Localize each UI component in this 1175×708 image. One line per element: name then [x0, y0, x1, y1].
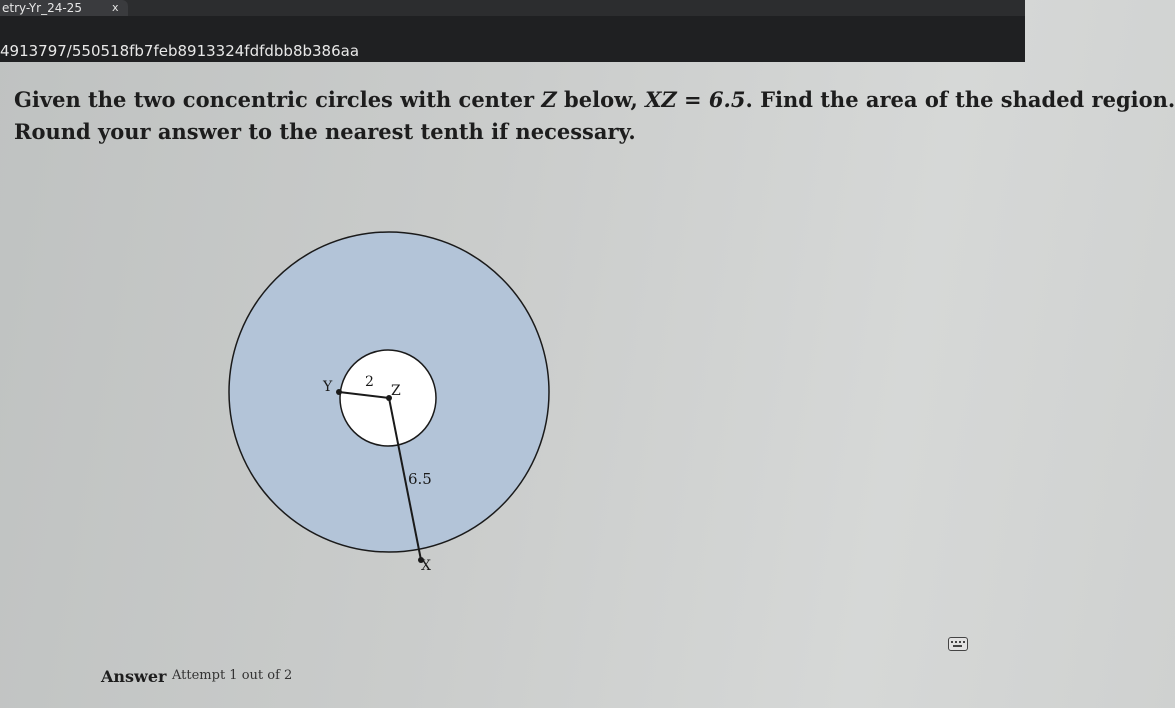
label-y: Y: [323, 379, 333, 395]
center-variable: Z: [541, 87, 557, 112]
tab-title: etry-Yr_24-25: [2, 1, 82, 15]
keyboard-key: [955, 641, 957, 643]
keyboard-key: [963, 641, 965, 643]
keyboard-key: [951, 641, 953, 643]
keyboard-key: [959, 641, 961, 643]
label-x: X: [421, 558, 431, 574]
question-text-part: below,: [556, 87, 646, 112]
question-line-1: [14, 84, 1175, 116]
close-icon[interactable]: x: [112, 1, 119, 14]
url-text[interactable]: 4913797/550518fb7feb8913324fdfdbb8b386aa: [0, 42, 360, 60]
question-text-part: Given the two concentric circles with center: [14, 87, 542, 112]
keyboard-key: [953, 645, 962, 647]
label-inner-radius: 2: [365, 374, 374, 390]
point-y: [336, 389, 342, 395]
question-text-part: . Find the area of the shaded region.: [745, 87, 1175, 112]
answer-label: Answer: [101, 667, 167, 686]
browser-tab[interactable]: [0, 0, 128, 16]
question-line-2: Round your answer to the nearest tenth if necessary.: [14, 119, 636, 144]
address-bar[interactable]: [0, 16, 1025, 62]
attempt-counter: Attempt 1 out of 2: [172, 668, 293, 683]
concentric-circles-figure: [225, 220, 565, 585]
label-z: Z: [391, 383, 401, 399]
keyboard-icon[interactable]: [948, 637, 968, 651]
question-text: [14, 84, 1175, 148]
label-outer-radius: 6.5: [408, 470, 432, 488]
browser-tab-bar: [0, 0, 1025, 16]
given-measure: XZ = 6.5: [645, 87, 746, 112]
